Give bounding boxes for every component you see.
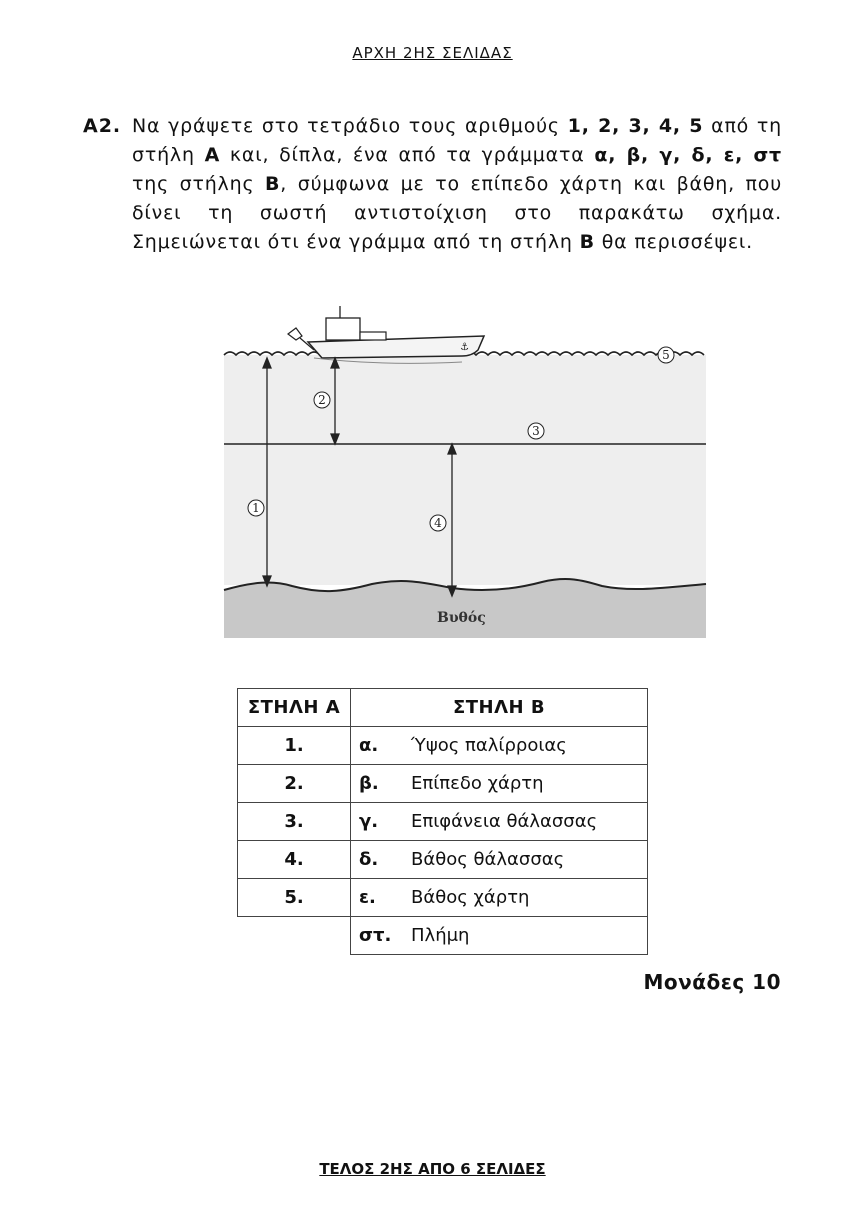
water-area xyxy=(224,355,706,585)
question-text-run: Να γράψετε στο τετράδιο τους αριθμούς xyxy=(132,115,568,137)
column-a-cell: 4. xyxy=(238,841,351,879)
label-3: 3 xyxy=(532,424,540,438)
table-row xyxy=(238,727,648,765)
question-bold-text: Β xyxy=(579,231,595,253)
tide-diagram xyxy=(222,300,708,642)
seabed-label: Βυθός xyxy=(437,610,486,626)
label-4: 4 xyxy=(434,516,442,530)
column-a-cell: 5. xyxy=(238,879,351,917)
question-text-run: θα περισσέψει. xyxy=(594,231,753,253)
column-b-cell xyxy=(351,727,648,765)
question-bold-text: Β xyxy=(265,173,281,195)
column-b-cell xyxy=(351,917,648,955)
column-a-header: ΣΤΗΛΗ Α xyxy=(238,689,351,727)
column-b-cell xyxy=(351,841,648,879)
option-letter: γ. xyxy=(359,811,379,832)
table-row xyxy=(238,917,648,955)
page-footer: ΤΕΛΟΣ 2ΗΣ ΑΠΟ 6 ΣΕΛΙΔΕΣ xyxy=(319,1160,546,1178)
question-text xyxy=(132,112,782,257)
label-5: 5 xyxy=(662,348,670,362)
option-text: Επιφάνεια θάλασσας xyxy=(411,811,598,832)
page-header: ΑΡΧΗ 2ΗΣ ΣΕΛΙΔΑΣ xyxy=(352,44,513,62)
question-text-run: και, δίπλα, ένα από τα γράμματα xyxy=(220,144,595,166)
question-bold-text: 1, 2, 3, 4, 5 xyxy=(567,115,704,137)
question-bold-text: α, β, γ, δ, ε, στ xyxy=(594,144,782,166)
option-text: Πλήμη xyxy=(411,925,470,946)
option-letter: στ. xyxy=(359,925,392,946)
table-row xyxy=(238,879,648,917)
column-b-cell xyxy=(351,765,648,803)
option-text: Βάθος θάλασσας xyxy=(411,849,565,870)
matching-table xyxy=(237,688,648,955)
option-text: Επίπεδο χάρτη xyxy=(411,773,544,794)
column-a-cell: 2. xyxy=(238,765,351,803)
table-row xyxy=(238,841,648,879)
option-text: Ύψος παλίρροιας xyxy=(411,735,567,756)
question-text-run: από τη στήλη xyxy=(132,115,782,166)
label-2: 2 xyxy=(318,393,326,407)
marks: Μονάδες 10 xyxy=(643,970,781,994)
column-b-header: ΣΤΗΛΗ Β xyxy=(351,689,648,727)
question-number: Α2. xyxy=(83,115,122,137)
option-letter: δ. xyxy=(359,849,379,870)
label-1: 1 xyxy=(252,501,260,515)
option-text: Βάθος χάρτη xyxy=(411,887,530,908)
table-row xyxy=(238,765,648,803)
svg-text:⚓: ⚓ xyxy=(460,342,469,353)
question-text-run: της στήλης xyxy=(132,173,265,195)
table-row xyxy=(238,803,648,841)
option-letter: ε. xyxy=(359,887,376,908)
option-letter: β. xyxy=(359,773,379,794)
column-a-cell xyxy=(238,917,351,955)
column-b-cell xyxy=(351,879,648,917)
ship-icon xyxy=(288,306,484,363)
column-a-cell: 1. xyxy=(238,727,351,765)
question-bold-text: Α xyxy=(204,144,221,166)
column-a-cell: 3. xyxy=(238,803,351,841)
question-text-run: , σύμφωνα με το επίπεδο χάρτη και βάθη, που δίνει τη σωστή αντιστοίχιση στο παρακάτω σχήμα. Σημειώνεται ότι ένα γράμμα από τη στήλη xyxy=(132,173,782,253)
option-letter: α. xyxy=(359,735,379,756)
column-b-cell xyxy=(351,803,648,841)
